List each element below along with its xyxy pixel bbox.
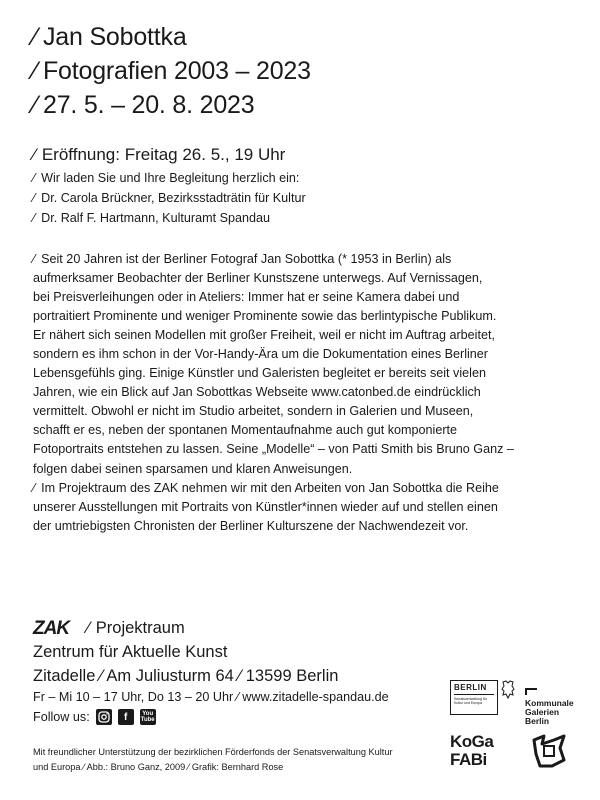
header-line-dates: ⁄ 27. 5. – 20. 8. 2023 (33, 91, 255, 119)
credits-line-2: und Europa ⁄ Abb.: Bruno Ganz, 2009 ⁄ Grafik: Bernhard Rose (33, 762, 284, 772)
body-line: portraitiert Prominente und weniger Prominente sowie das berlintypische Publikum. (33, 309, 497, 324)
opening-hours: Fr – Mi 10 – 17 Uhr, Do 13 – 20 Uhr ⁄ www.zitadelle-spandau.de (33, 690, 389, 704)
body-line: Jahren, wie ein Blick auf Jan Sobottkas Webseite www.catonbed.de eindrücklich (33, 385, 481, 400)
berlin-logo-subtext: Senatsverwaltung für Kultur und Europa (454, 697, 487, 705)
body-line: ⁄ Seit 20 Jahren ist der Berliner Fotograf Jan Sobottka (* 1953 in Berlin) als (33, 250, 578, 269)
header-line-artist: ⁄ Jan Sobottka (33, 23, 187, 51)
slash-icon: ⁄ (87, 619, 90, 637)
opening-title: ⁄ Eröffnung: Freitag 26. 5., 19 Uhr (33, 145, 286, 164)
credits-line-1: Mit freundlicher Unterstützung der bezirklichen Förderfonds der Senatsverwaltung Kultur (33, 747, 393, 757)
opening-guest-2: ⁄ Dr. Ralf F. Hartmann, Kulturamt Spandau (33, 209, 270, 228)
slash-icon: ⁄ (33, 91, 37, 119)
slash-icon: ⁄ (33, 252, 36, 266)
body-line: unserer Ausstellungen mit Portraits von Künstler*innen wieder auf und stellen einen (33, 499, 498, 514)
body-line: vermittelt. Obwohl er nicht im Studio arbeitet, sondern in Galerien und Museen, (33, 404, 474, 419)
body-line: schafft er es, neben der spontanen Momentaufnahme auch gut komponierte (33, 423, 458, 438)
slash-icon: ⁄ (33, 57, 37, 85)
center-name: Zentrum für Aktuelle Kunst (33, 643, 228, 661)
body-line: folgen dabei seinen sparsamen und klaren Anweisungen. (33, 461, 353, 476)
slash-icon: ⁄ (33, 23, 37, 51)
zak-logo: ZAK (33, 618, 70, 639)
body-line: Er nähert sich seinen Modellen mit großer Freiheit, weil er nicht im Auftrag arbeitet, (33, 328, 495, 343)
koga-fabik-logo (450, 733, 493, 769)
youtube-icon[interactable]: You Tube (140, 711, 155, 723)
koga-line-1: KoGa (450, 732, 494, 751)
kg-line-2: Galerien (525, 707, 560, 717)
slash-icon: ⁄ (33, 171, 36, 185)
projektraum-label: ⁄ Projektraum (87, 619, 185, 637)
koga-line-2: FABi (450, 750, 487, 769)
body-line: der umtriebigsten Chronisten der Berliner Kulturszene der Nachwendezeit vor. (33, 518, 469, 533)
body-line: bei Preisverleihungen oder in Ateliers: Immer hat er seine Kamera dabei und (33, 290, 460, 305)
slash-icon: ⁄ (33, 211, 36, 225)
berlin-logo (450, 680, 498, 715)
kommunale-galerien-mark-icon (525, 688, 537, 695)
body-line: ⁄ Im Projektraum des ZAK nehmen wir mit den Arbeiten von Jan Sobottka die Reihe (33, 479, 578, 498)
address: Zitadelle ⁄ Am Juliusturm 64 ⁄ 13599 Berlin (33, 667, 339, 685)
instagram-icon[interactable] (96, 709, 112, 725)
kg-line-1: Kommunale (525, 698, 574, 708)
slash-icon: ⁄ (33, 480, 36, 495)
frame-logo-icon (530, 732, 568, 775)
body-line: Lebensgefühls ging. Einige Künstler und Galeristen begleitet er bereits seit vielen (33, 366, 486, 381)
slash-icon: ⁄ (33, 191, 36, 205)
body-line: Fotoportraits entstehen zu lassen. Seine „Modelle“ – von Patti Smith bis Bruno Ganz – (33, 442, 514, 457)
follow-label: Follow us: (33, 710, 90, 724)
body-text (33, 250, 578, 536)
header-line-title: ⁄ Fotografien 2003 – 2023 (33, 57, 311, 85)
opening-guest-1: ⁄ Dr. Carola Brückner, Bezirksstadträtin für Kultur (33, 189, 306, 208)
slash-icon: ⁄ (33, 145, 36, 164)
body-line: sondern es ihm schon in der Vor-Handy-Ära um die Dokumentation eines Berliner (33, 347, 489, 362)
opening-invite: ⁄ Wir laden Sie und Ihre Begleitung herzlich ein: (33, 169, 299, 188)
berlin-logo-divider (454, 694, 494, 695)
follow-us (33, 709, 156, 725)
kommunale-galerien-logo (525, 688, 574, 726)
berlin-bear-icon (500, 680, 516, 705)
kg-line-3: Berlin (525, 716, 550, 726)
facebook-icon[interactable]: f (118, 709, 134, 725)
berlin-logo-word: BERLIN (454, 683, 487, 692)
body-line: aufmerksamer Beobachter der Berliner Kunstszene unterwegs. Auf Vernissagen, (33, 271, 483, 286)
